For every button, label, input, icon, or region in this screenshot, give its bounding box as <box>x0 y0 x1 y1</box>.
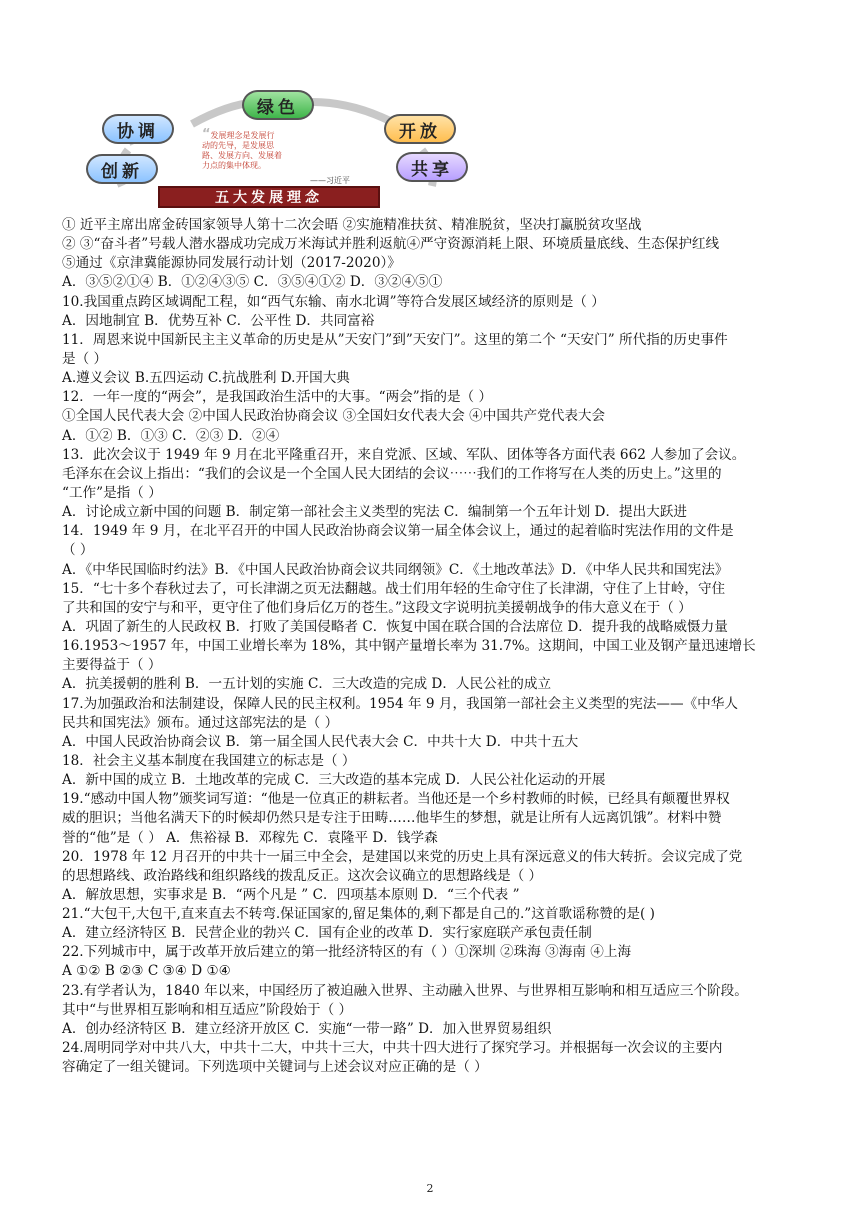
text-line: 主要得益于（ ） <box>62 657 162 674</box>
text-line: 容确定了一组关键词。下列选项中关键词与上述会议对应正确的是（ ） <box>62 1059 488 1076</box>
text-line: 其中“与世界相互影响和相互适应”阶段始于（ ） <box>62 1001 353 1018</box>
question-22: 22.下列城市中，属于改革开放后建立的第一批经济特区的有（ ）①深圳 ②珠海 ③海南 ④上海 <box>62 944 632 961</box>
quote-line: 发展理念是发展行 <box>210 131 275 140</box>
answer-options: A ①② B ②③ C ③④ D ①④ <box>62 963 231 980</box>
text-line: ① 近平主席出席金砖国家领导人第十二次会晤 ②实施精准扶贫、精准脱贫，坚决打赢脱贫攻坚战 <box>62 217 642 233</box>
question-13: 13．此次会议于 1949 年 9 月在北平隆重召开，来自党派、区域、军队、团体等各方面代表 662 人参加了会议。 <box>62 446 746 463</box>
question-20: 20．1978 年 12 月召开的中共十一届三中全会，是建国以来党的历史上具有深远意义的伟大转折。会议完成了党 <box>62 848 743 865</box>
question-21: 21.“大包干,大包干,直来直去不转弯.保证国家的,留足集体的,剩下都是自己的.”这首歌谣称赞的是( ) <box>62 906 655 923</box>
answer-options: A．《中华民国临时约法》B．《中国人民政治协商会议共同纲领》C．《土地改革法》D．《中华人民共和国宪法》 <box>62 561 729 578</box>
question-23: 23.有学者认为，1840 年以来，中国经历了被迫融入世界、主动融入世界、与世界相互影响和相互适应三个阶段。 <box>62 982 748 999</box>
text-line: 的思想路线、政治路线和组织路线的拨乱反正。这次会议确立的思想路线是（ ） <box>62 867 543 884</box>
answer-options: A．新中国的成立 B．土地改革的完成 C．三大改造的基本完成 D．人民公社化运动的开展 <box>62 772 606 789</box>
answer-options: A．抗美援朝的胜利 B．一五计划的实施 C．三大改造的完成 D．人民公社的成立 <box>62 676 552 693</box>
question-10: 10.我国重点跨区域调配工程，如“西气东输、南水北调”等符合发展区域经济的原则是（ ） <box>62 293 605 310</box>
node-innovate: 创新 <box>86 154 158 184</box>
text-line: ② ③“奋斗者”号载人潜水器成功完成万米海试并胜利返航④严守资源消耗上限、环境质量底线、生态保护红线 <box>62 236 720 253</box>
text-line: ①全国人民代表大会 ②中国人民政治协商会议 ③全国妇女代表大会 ④中国共产党代表大会 <box>62 408 606 425</box>
answer-options: A．创办经济特区 B．建立经济开放区 C．实施“一带一路” D．加入世界贸易组织 <box>62 1020 552 1037</box>
question-19: 19.“感动中国人物”颁奖词写道：“他是一位真正的耕耘者。当他还是一个乡村教师的时候，已经具有颠覆世界权 <box>62 791 730 808</box>
question-11: 11．周恩来说中国新民主主义革命的历史是从”天安门”到”天安门”。这里的第二个 “天安门” 所代指的历史事件 <box>62 331 728 348</box>
question-12: 12．一年一度的“两会”，是我国政治生活中的大事。“两会”指的是（ ） <box>62 389 493 406</box>
node-share: 共享 <box>396 152 468 182</box>
quote-line: 动的先导，是发展思 <box>202 141 274 150</box>
text-line: 民共和国宪法》颁布。通过这部宪法的是（ ） <box>62 714 339 731</box>
question-17: 17.为加强政治和法制建设，保障人民的民主权利。1954 年 9 月，我国第一部社会主义类型的宪法——《中华人 <box>62 695 738 712</box>
answer-options: A.遵义会议 B.五四运动 C.抗战胜利 D.开国大典 <box>62 370 350 387</box>
question-14: 14．1949 年 9 月，在北平召开的中国人民政治协商会议第一届全体会议上，通过的起着临时宪法作用的文件是 <box>62 523 734 540</box>
question-18: 18．社会主义基本制度在我国建立的标志是（ ） <box>62 752 356 769</box>
answer-options: A．巩固了新生的人民政权 B．打败了美国侵略者 C．恢复中国在联合国的合法席位 D．提升我的战略威慑力量 <box>62 618 728 635</box>
text-line: “工作”是指（ ） <box>62 484 162 501</box>
question-16: 16.1953～1957 年，中国工业增长率为 18%，其中钢产量增长率为 31.7%。这期间，中国工业及钢产量迅速增长 <box>62 638 756 655</box>
text-line: 威的胆识；当他名满天下的时候却仍然只是专注于田畴……他毕生的梦想，就是让所有人远离饥饿”。材料中赞 <box>62 810 722 827</box>
answer-options: A．解放思想，实事求是 B．“两个凡是 ” C．四项基本原则 D．“三个代表 ” <box>62 886 520 903</box>
answer-options: A．③⑤②①④ B．①②④③⑤ C．③⑤④①② D．③②④⑤① <box>62 274 443 291</box>
question-text <box>62 216 802 1077</box>
quote-line: 路、发展方向、发展着 <box>202 151 282 160</box>
text-line: 毛泽东在会议上指出：“我们的会议是一个全国人民大团结的会议⋯⋯我们的工作将写在人类的历史上。”这里的 <box>62 465 722 482</box>
answer-options: A．建立经济特区 B．民营企业的勃兴 C．国有企业的改革 D．实行家庭联产承包责任制 <box>62 925 592 942</box>
quote-author: ——习近平 <box>310 176 350 185</box>
text-line: （ ） <box>62 542 94 559</box>
answer-options: A．讨论成立新中国的问题 B．制定第一部社会主义类型的宪法 C．编制第一个五年计划 D．提出大跃进 <box>62 504 688 521</box>
five-development-concepts-diagram <box>92 88 470 212</box>
text-line: 是（ ） <box>62 350 108 367</box>
text-line: 了共和国的安宁与和平，更守住了他们身后亿万的苍生。”这段文字说明抗美援朝战争的伟大意义在于（ ） <box>62 599 692 616</box>
page-number: 2 <box>426 1182 434 1195</box>
quote-line: 力点的集中体现。 <box>202 161 266 170</box>
node-coordinate: 协调 <box>102 114 174 144</box>
answer-options: A．①② B．①③ C．②③ D．②④ <box>62 427 280 444</box>
answer-options: A．中国人民政治协商会议 B．第一届全国人民代表大会 C．中共十大 D．中共十五大 <box>62 733 579 750</box>
text-line: 誉的“他”是（ ） A．焦裕禄 B．邓稼先 C．袁隆平 D．钱学森 <box>62 829 438 846</box>
question-24: 24.周明同学对中共八大，中共十二大，中共十三大，中共十四大进行了探究学习。并根据每一次会议的主要内 <box>62 1040 723 1057</box>
text-line: ⑤通过《京津冀能源协同发展行动计划（2017-2020）》 <box>62 255 401 272</box>
node-green: 绿色 <box>242 90 314 120</box>
node-open: 开放 <box>384 114 456 144</box>
quote-box: “发展理念是发展行 动的先导，是发展思 路、发展方向、发展着 力点的集中体现。 ——习近平 <box>202 127 350 185</box>
diagram-banner: 五大发展理念 <box>158 186 380 208</box>
answer-options: A．因地制宜 B．优势互补 C．公平性 D．共同富裕 <box>62 312 375 329</box>
question-15: 15．“七十多个春秋过去了，可长津湖之页无法翻越。战士们用年轻的生命守住了长津湖，守住了上甘岭，守住 <box>62 580 726 597</box>
